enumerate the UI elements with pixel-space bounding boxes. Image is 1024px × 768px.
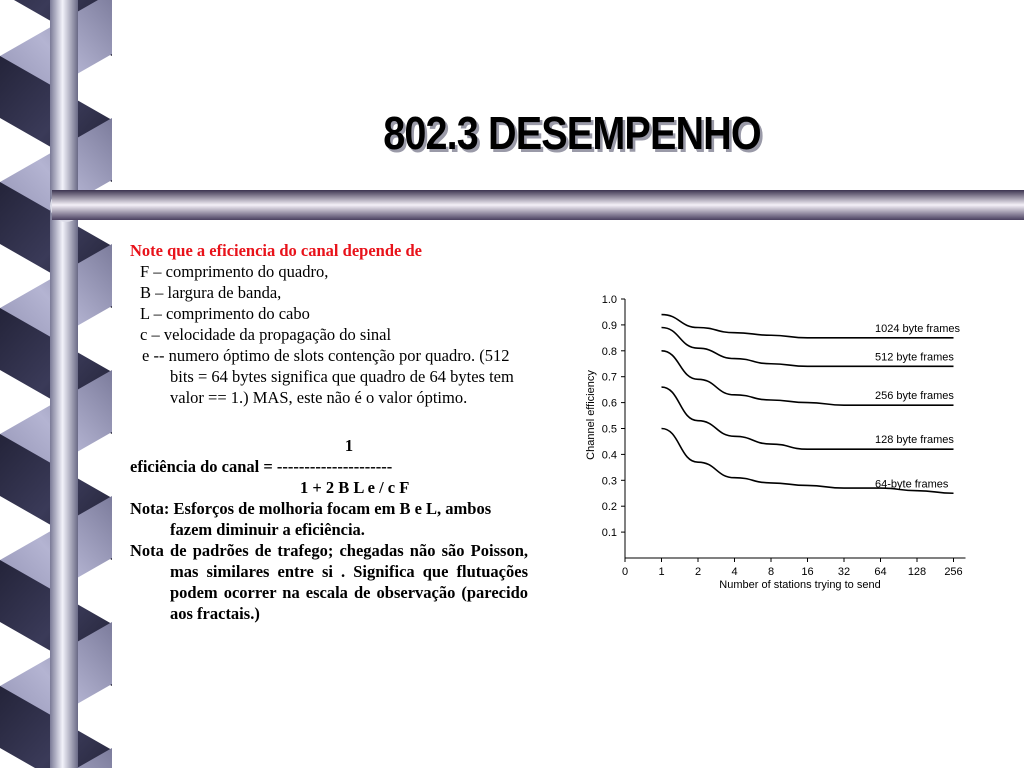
x-tick-label: 32 [837,566,851,578]
chart-series-labels [875,323,960,490]
list-item: F – comprimento do quadro, [140,262,329,281]
x-tick-label: 64 [874,566,887,578]
series-label: 128 byte frames [875,434,954,447]
series-label: 64-byte frames [875,478,949,491]
chart-series-lines [662,315,954,494]
y-tick-label: 0.1 [601,527,617,540]
y-tick-label: 0.7 [601,371,617,384]
x-tick-label: 0 [621,566,629,578]
y-tick-label: 1.0 [601,294,617,306]
efficiency-formula [130,435,528,498]
x-tick-label: 2 [694,566,702,578]
series-label: 256 byte frames [875,390,954,403]
x-tick-label: 256 [944,566,963,578]
formula-label: eficiência do canal = --------------------- [130,457,393,476]
x-tick-label: 1 [658,566,665,578]
x-tick-label: 8 [767,566,775,578]
y-tick-label: 0.9 [601,319,617,332]
y-tick-label: 0.6 [601,397,617,410]
formula-numerator: 1 [344,436,354,455]
horizontal-rule-bar [52,190,1024,220]
note-improvement: Nota: Esforços de molhoria focam em B e L, ambos fazem diminuir a eficiência. [130,499,492,539]
y-tick-label: 0.2 [601,501,617,514]
x-tick-label: 16 [801,566,814,578]
slide-content [130,240,528,624]
slide-title: 802.3 DESEMPENHO [383,107,761,159]
chart-y-ticks [602,294,625,539]
list-item: e -- numero óptimo de slots contenção por quadro. (512 bits = 64 bytes significa que quadro de 64 bytes tem valor == 1.) MAS, este não é o valor óptimo. [142,346,514,407]
list-item: L – comprimento do cabo [140,304,310,323]
note-traffic-patterns: Nota de padrões de trafego; chegadas não são Poisson, mas similares entre si . Significa que flutuações podem ocorrer na escala de observação (parecido aos fractais.) [130,541,528,623]
list-item: B – largura de banda, [140,283,282,302]
y-tick-label: 0.5 [601,423,617,436]
y-tick-label: 0.8 [601,345,617,358]
list-item: c – velocidade da propagação do sinal [140,325,392,344]
series-label: 512 byte frames [875,351,954,364]
series-label: 1024 byte frames [875,322,960,335]
x-tick-label: 4 [731,566,738,578]
y-tick-label: 0.3 [601,475,617,488]
formula-denominator: 1 + 2 B L e / c F [300,478,410,497]
chart-x-axis-label: Number of stations trying to send [719,579,881,591]
y-tick-label: 0.4 [601,449,617,462]
intro-text: Note que a eficiencia do canal depende de [130,241,422,260]
chart-y-axis-label: Channel efficiency [585,370,597,460]
chart-x-ticks [622,558,963,578]
x-tick-label: 128 [907,566,927,578]
efficiency-chart [570,285,990,595]
